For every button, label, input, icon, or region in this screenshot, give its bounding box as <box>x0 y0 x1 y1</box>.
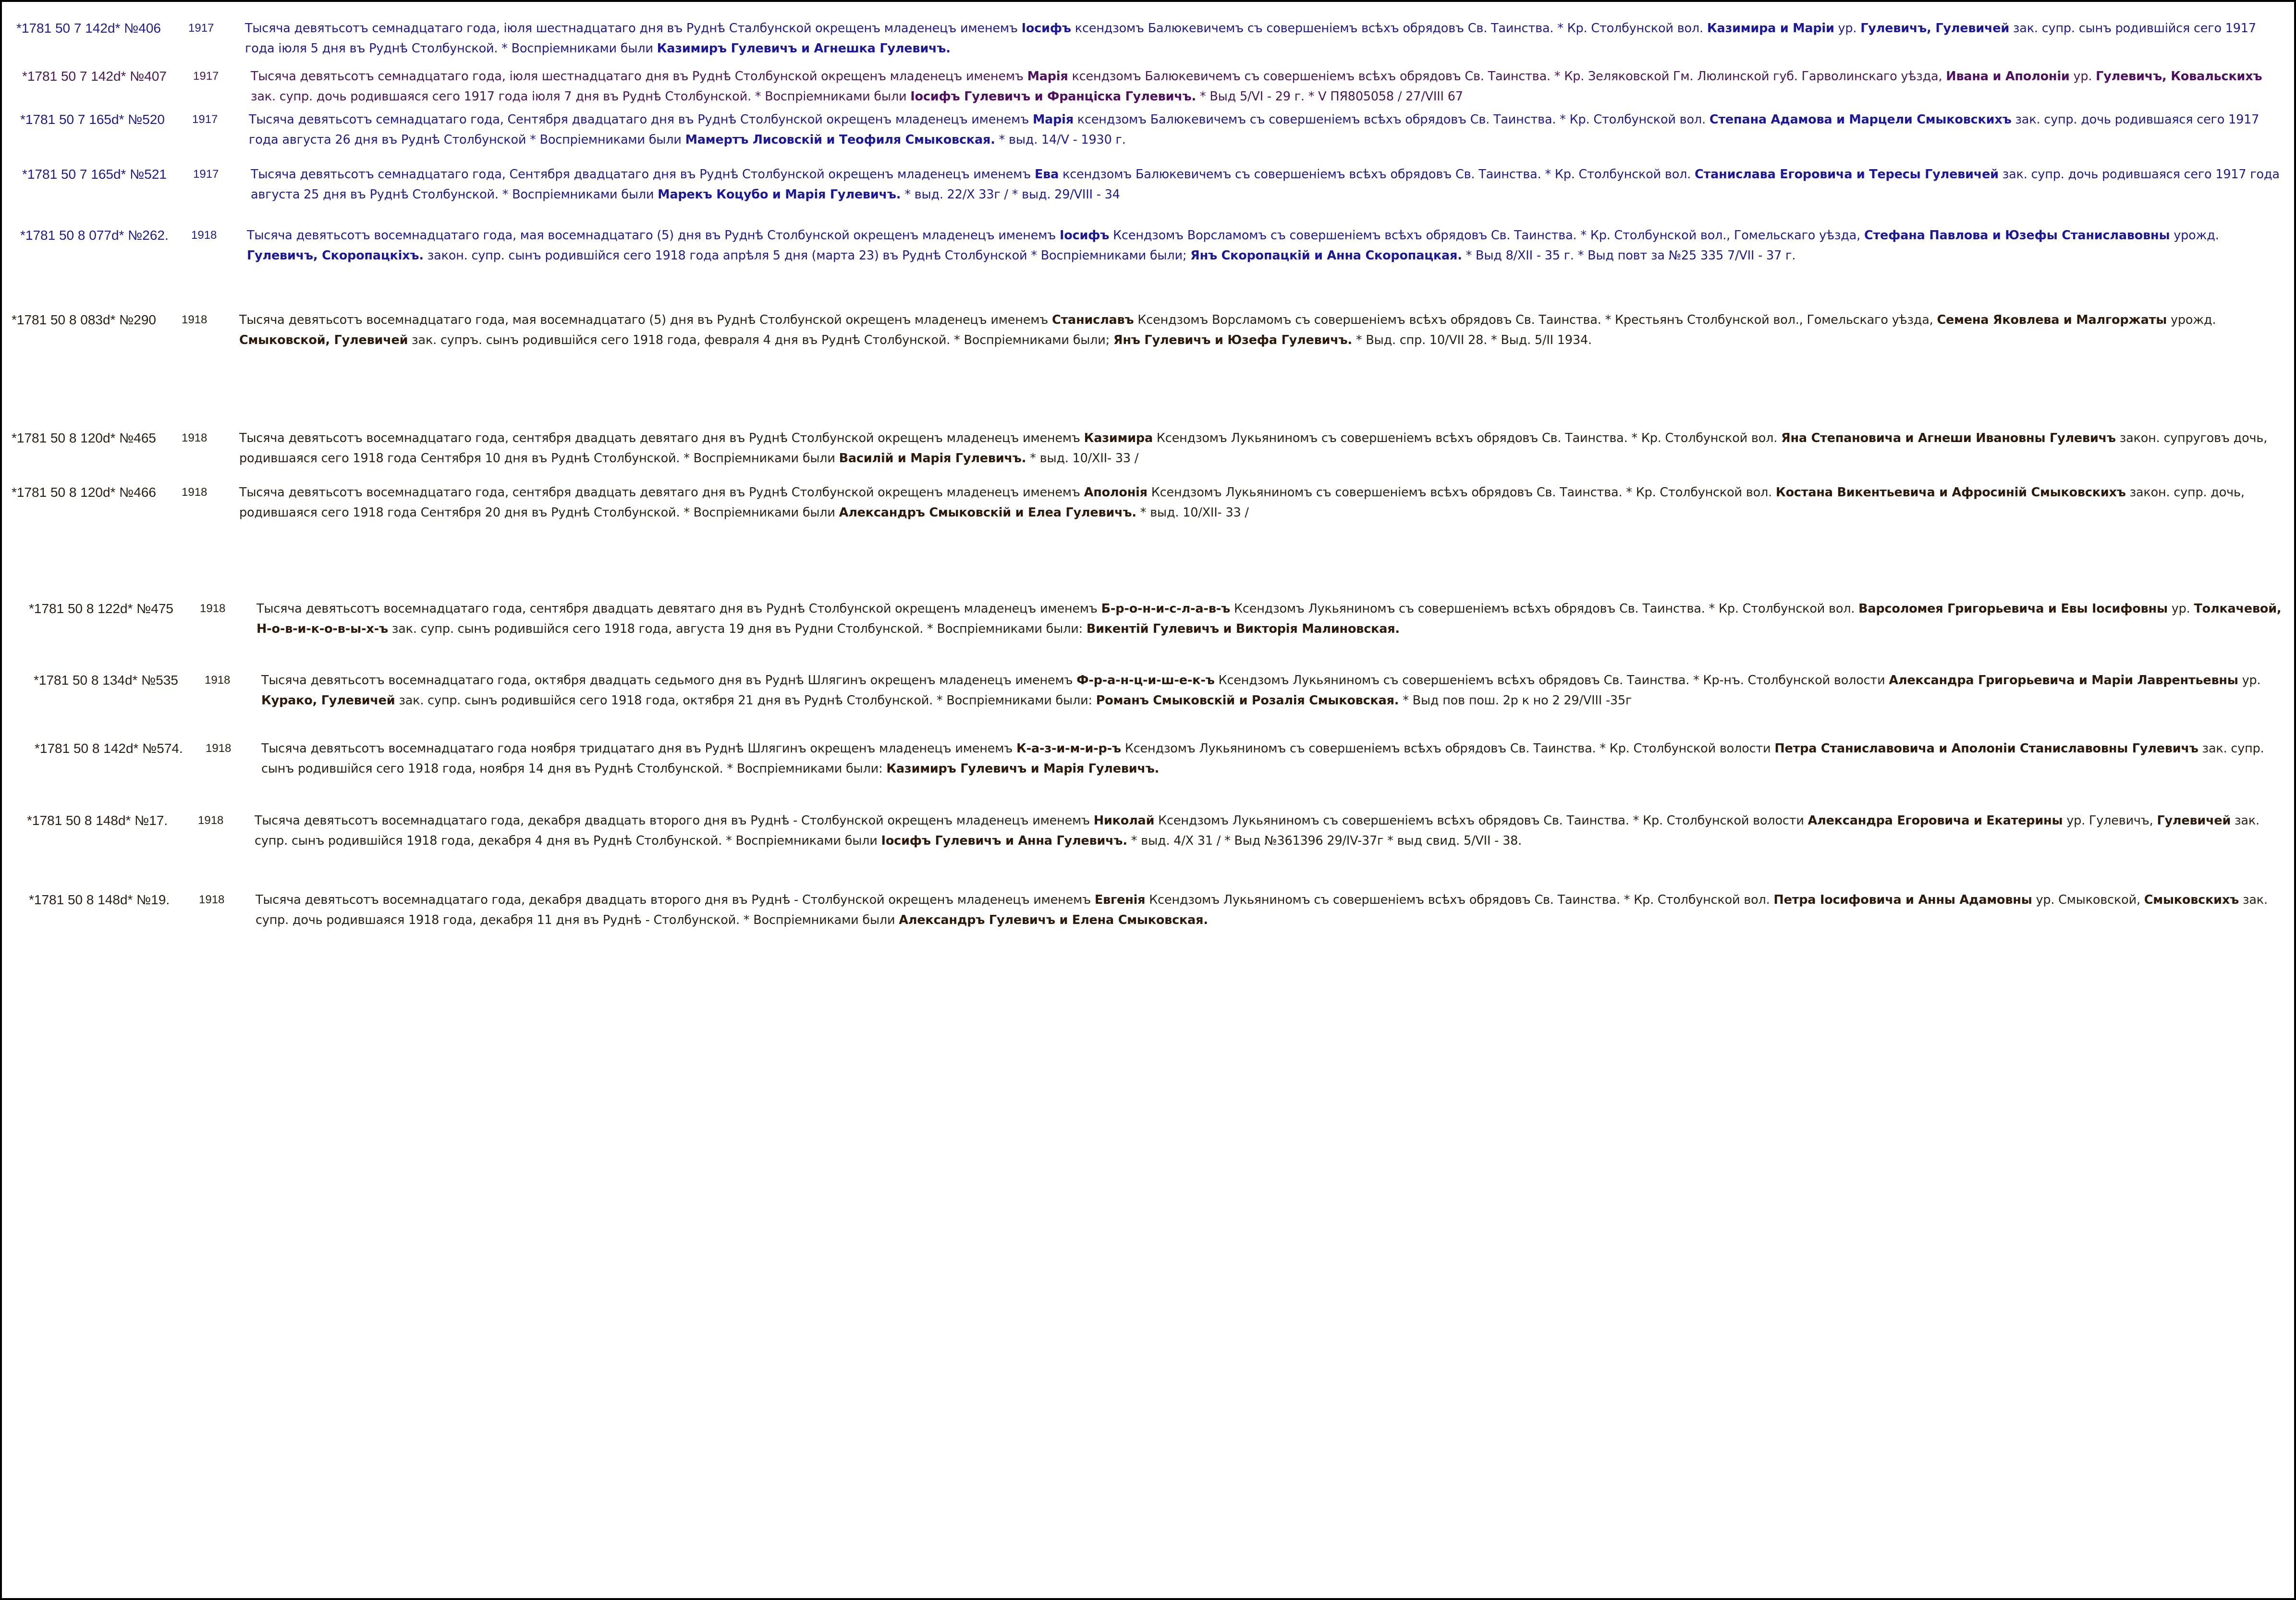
record-name-bold: Викентій Гулевичъ и Викторія Малиновская. <box>1086 622 1400 636</box>
record-name-bold: Казимиръ Гулевичъ и Агнешка Гулевичъ. <box>657 41 951 56</box>
record-text-segment: ур. <box>2069 69 2096 84</box>
record-text-segment: закон. супр. дочь, родившаяся сего 1918 года Сентября 20 дня въ Руднѣ Столбунской. * Воспріемниками были <box>239 485 2245 520</box>
record-text-segment: Тысяча девятьсотъ семнадцатаго года, іюля шестнадцатаго дня въ Руднѣ Сталбунской окрещенъ младенецъ именемъ <box>245 21 1022 36</box>
record-text-segment: Ксендзомъ Лукьяниномъ съ совершеніемъ всѣхъ обрядовъ Св. Таинства. * Кр. Столбунской вол. <box>1145 893 1774 907</box>
record-text <box>251 164 2283 205</box>
record-text <box>256 890 2283 930</box>
record-text-segment: * Выд 5/VI - 29 г. * V ПЯ805058 / 27/VIII 67 <box>1196 89 1463 104</box>
record-text-segment: зак. супр. сынъ родившійся сего 1917 года іюля 5 дня въ Руднѣ Столбунской. * Воспріемниками были <box>245 21 2256 56</box>
record-text-segment: зак. супр. сынъ родившійся сего 1918 года, октября 21 дня въ Руднѣ Столбунской. * Воспріемниками были: <box>395 693 1096 708</box>
record-year: 1918 <box>200 602 226 615</box>
record-name-bold: Ева <box>1034 167 1059 182</box>
record-text-segment: Тысяча девятьсотъ семнадцатаго года, Сентября двадцатаго дня въ Руднѣ Столбунской окрещенъ младенецъ именемъ <box>251 167 1035 182</box>
record-id: *1781 50 8 134d* №535 <box>34 673 178 688</box>
record-id: *1781 50 7 142d* №407 <box>22 69 167 84</box>
record-text-segment: * Выд 8/XII - 35 г. * Выд повт за №25 335 7/VII - 37 г. <box>1462 248 1796 263</box>
record-text-segment: ксендзомъ Балюкевичемъ съ совершеніемъ всѣхъ обрядовъ Св. Таинства. * Кр. Столбунской вол. <box>1073 112 1710 127</box>
record-name-bold: Смыковскихъ <box>2144 893 2239 907</box>
record-name-bold: Александръ Смыковскій и Елеа Гулевичъ. <box>839 505 1136 520</box>
record-text-segment: Тысяча девятьсотъ семнадцатаго года, Сентября двадцатаго дня въ Руднѣ Столбунской окрещенъ младенецъ именемъ <box>249 112 1033 127</box>
record-id: *1781 50 8 120d* №465 <box>12 431 156 445</box>
record-name-bold: К-а-з-и-м-и-р-ъ <box>1016 741 1121 756</box>
record-name-bold: Гулевичъ, Ковальскихъ <box>2096 69 2262 84</box>
record-text-segment: Тысяча девятьсотъ восемнадцатаго года, октября двадцать седьмого дня въ Руднѣ Шлягинъ окрещенъ младенецъ именемъ <box>261 673 1077 688</box>
record-id: *1781 50 7 142d* №406 <box>16 21 161 36</box>
record-text <box>256 599 2283 639</box>
record-name-bold: Гулевичъ, Гулевичей <box>1860 21 2010 36</box>
record-text-segment: ксендзомъ Балюкевичемъ съ совершеніемъ всѣхъ обрядовъ Св. Таинства. * Кр. Столбунской вол. <box>1059 167 1695 182</box>
record-name-bold: Янъ Скоропацкій и Анна Скоропацкая. <box>1190 248 1462 263</box>
record-name-bold: Марія <box>1027 69 1068 84</box>
record-name-bold: Петра Іосифовича и Анны Адамовны <box>1773 893 2032 907</box>
record-text-segment: зак. супр. дочь родившаяся сего 1917 года августа 25 дня въ Руднѣ Столбунской. * Воспріемниками были <box>251 167 2280 202</box>
record-name-bold: Александра Егоровича и Екатерины <box>1807 813 2063 828</box>
record-text <box>245 18 2283 59</box>
record-text-segment: Ксендзомъ Ворсламомъ съ совершеніемъ всѣхъ обрядовъ Св. Таинства. * Кр. Столбунской вол., Гомельскаго уѣзда, <box>1109 228 1864 243</box>
record-text-segment: * выд. 22/X 33г / * выд. 29/VIII - 34 <box>901 187 1120 202</box>
record-text <box>239 428 2283 468</box>
record-text-segment: * выд. 10/XII- 33 / <box>1136 505 1249 520</box>
record-text-segment: Тысяча девятьсотъ восемнадцатаго года, мая восемнадцатаго (5) дня въ Руднѣ Столбунской окрещенъ младенецъ именемъ <box>247 228 1060 243</box>
record-name-bold: Казимира и Маріи <box>1707 21 1834 36</box>
record-name-bold: Ф-р-а-н-ц-и-ш-е-к-ъ <box>1076 673 1215 688</box>
record-text-segment: * Выд пов пош. 2р к но 2 29/VIII -35г <box>1399 693 1632 708</box>
record-id: *1781 50 8 120d* №466 <box>12 485 156 500</box>
record-text-segment: зак. супр. сынъ родившійся сего 1918 года, августа 19 дня въ Рудни Столбунской. * Воспріемниками были: <box>388 622 1087 636</box>
record-text-segment: Ксендзомъ Лукьяниномъ съ совершеніемъ всѣхъ обрядовъ Св. Таинства. * Кр. Столбунской вол. <box>1230 602 1859 616</box>
record-id: *1781 50 8 077d* №262. <box>20 228 169 243</box>
record-name-bold: Аполонія <box>1084 485 1148 500</box>
record-text-segment: ур. <box>1834 21 1861 36</box>
record-name-bold: Петра Станиславовича и Аполоніи Станиславовны Гулевичъ <box>1774 741 2198 756</box>
record-text-segment: урожд. <box>2170 228 2219 243</box>
record-id: *1781 50 7 165d* №521 <box>22 167 167 182</box>
record-text <box>251 66 2283 107</box>
record-year: 1918 <box>182 486 208 499</box>
record-text-segment: закон. супр. сынъ родившійся сего 1918 года апрѣля 5 дня (марта 23) въ Руднѣ Столбунской * Воспріемниками были; <box>423 248 1191 263</box>
record-text-segment: Ксендзомъ Лукьяниномъ съ совершеніемъ всѣхъ обрядовъ Св. Таинства. * Кр. Столбунской вол. <box>1152 431 1782 445</box>
record-text <box>261 738 2283 779</box>
record-text-segment: * Выд. спр. 10/VII 28. * Выд. 5/II 1934. <box>1352 333 1592 347</box>
record-text-segment: зак. супръ. сынъ родившійся сего 1918 года, февраля 4 дня въ Руднѣ Столбунской. * Воспріемниками были; <box>408 333 1113 347</box>
record-name-bold: Ивана и Аполоніи <box>1946 69 2070 84</box>
record-year: 1918 <box>182 313 208 326</box>
record-name-bold: Станислава Егоровича и Тересы Гулевичей <box>1695 167 1999 182</box>
record-name-bold: Казимиръ Гулевичъ и Марія Гулевичъ. <box>886 762 1160 776</box>
record-year: 1918 <box>198 814 224 827</box>
record-id: *1781 50 8 148d* №17. <box>27 813 168 828</box>
record-name-bold: Мамертъ Лисовскій и Теофиля Смыковская. <box>685 133 995 147</box>
record-text-segment: Тысяча девятьсотъ восемнадцатаго года, декабря двадцать второго дня въ Руднѣ - Столбунской окрещенъ младенецъ именемъ <box>255 813 1094 828</box>
record-id: *1781 50 8 148d* №19. <box>29 892 170 907</box>
record-name-bold: Смыковской, Гулевичей <box>239 333 408 347</box>
record-text-segment: ур. <box>2167 602 2194 616</box>
record-text-segment: ур. Смыковской, <box>2032 893 2144 907</box>
record-name-bold: Марекъ Коцубо и Марія Гулевичъ. <box>658 187 901 202</box>
record-year: 1918 <box>199 893 225 906</box>
record-id: *1781 50 7 165d* №520 <box>20 112 165 127</box>
record-text-segment: ксендзомъ Балюкевичемъ съ совершеніемъ всѣхъ обрядовъ Св. Таинства. * Кр. Столбунской вол. <box>1071 21 1707 36</box>
record-text-segment: Тысяча девятьсотъ восемнадцатаго года, декабря двадцать второго дня въ Руднѣ - Столбунской окрещенъ младенецъ именемъ <box>256 893 1095 907</box>
record-text-segment: Тысяча девятьсотъ восемнадцатаго года ноября тридцатаго дня въ Руднѣ Шлягинъ окрещенъ младенецъ именемъ <box>261 741 1016 756</box>
record-name-bold: Іосифъ <box>1021 21 1071 36</box>
record-text-segment: урожд. <box>2167 313 2216 327</box>
record-text-segment: ксендзомъ Балюкевичемъ съ совершеніемъ всѣхъ обрядовъ Св. Таинства. * Кр. Зеляковской Гм. Люлинской губ. Гарволинскаго уѣзда, <box>1068 69 1946 84</box>
record-text-segment: ур. Гулевичъ, <box>2063 813 2157 828</box>
record-text-segment: закон. супруговъ дочь, родившаяся сего 1918 года Сентября 10 дня въ Руднѣ Столбунской. * Воспріемниками были <box>239 431 2268 466</box>
record-name-bold: Гулевичъ, Скоропацкіхъ. <box>247 248 424 263</box>
record-year: 1917 <box>188 22 214 35</box>
record-text-segment: * выд. 4/X 31 / * Выд №361396 29/IV-37г * выд свид. 5/VII - 38. <box>1127 834 1522 848</box>
record-name-bold: Іосифъ Гулевичъ и Анна Гулевичъ. <box>881 834 1127 848</box>
record-text-segment: зак. супр. сынъ родившійся сего 1918 года, ноября 14 дня въ Руднѣ Столбунской. * Воспріемниками были: <box>261 741 2264 776</box>
record-text-segment: зак. супр. дочь родившаяся сего 1917 года іюля 7 дня въ Руднѣ Столбунской. * Воспріемниками были <box>251 89 911 104</box>
record-text-segment: Тысяча девятьсотъ восемнадцатаго года, сентября двадцать девятаго дня въ Руднѣ Столбунской окрещенъ младенецъ именемъ <box>256 602 1101 616</box>
record-year: 1918 <box>191 229 217 242</box>
record-name-bold: Романъ Смыковскій и Розалія Смыковская. <box>1096 693 1399 708</box>
record-name-bold: Курако, Гулевичей <box>261 693 395 708</box>
record-name-bold: Александра Григорьевича и Маріи Лаврентьевны <box>1889 673 2238 688</box>
record-id: *1781 50 8 142d* №574. <box>35 741 183 756</box>
record-text <box>255 811 2283 851</box>
record-year: 1917 <box>192 113 218 126</box>
record-name-bold: Стефана Павлова и Юзефы Станиславовны <box>1864 228 2170 243</box>
record-text-segment: Ксендзомъ Ворсламомъ съ совершеніемъ всѣхъ обрядовъ Св. Таинства. * Крестьянъ Столбунской вол., Гомельскаго уѣзда, <box>1134 313 1937 327</box>
record-name-bold: Степана Адамова и Марцели Смыковскихъ <box>1709 112 2012 127</box>
record-text-segment: зак. супр. дочь родившаяся сего 1917 года августа 26 дня въ Руднѣ Столбунской * Воспріемниками были <box>249 112 2259 147</box>
record-text <box>239 310 2283 350</box>
record-text-segment: Ксендзомъ Лукьяниномъ съ совершеніемъ всѣхъ обрядовъ Св. Таинства. * Кр. Столбунской вол. <box>1147 485 1776 500</box>
record-name-bold: Казимира <box>1084 431 1153 445</box>
record-year: 1918 <box>206 742 232 755</box>
record-name-bold: Варсоломея Григорьевича и Евы Іосифовны <box>1858 602 2168 616</box>
record-text <box>249 110 2283 150</box>
record-text-segment: зак. супр. дочь родившаяся 1918 года, декабря 11 дня въ Руднѣ - Столбунской. * Воспріемниками были <box>256 893 2268 927</box>
record-text-segment: * выд. 10/XII- 33 / <box>1026 451 1139 466</box>
record-text-segment: Тысяча девятьсотъ семнадцатаго года, іюля шестнадцатаго дня въ Руднѣ Столбунской окрещенъ младенецъ именемъ <box>251 69 1027 84</box>
record-name-bold: Евгенія <box>1094 893 1146 907</box>
record-text-segment: Тысяча девятьсотъ восемнадцатаго года, сентября двадцать девятаго дня въ Руднѣ Столбунской окрещенъ младенецъ именемъ <box>239 431 1084 445</box>
record-name-bold: Семена Яковлева и Малгоржаты <box>1937 313 2167 327</box>
record-text-segment: Ксендзомъ Лукьяниномъ съ совершеніемъ всѣхъ обрядовъ Св. Таинства. * Кр. Столбунской волости <box>1154 813 1808 828</box>
record-text <box>247 225 2283 266</box>
record-name-bold: Костана Викентьевича и Афросиній Смыковскихъ <box>1775 485 2126 500</box>
record-text-segment: зак. супр. сынъ родившійся 1918 года, декабря 4 дня въ Руднѣ Столбунской. * Воспріемниками были <box>255 813 2259 848</box>
record-id: *1781 50 8 122d* №475 <box>29 601 173 616</box>
record-name-bold: Марія <box>1032 112 1074 127</box>
record-year: 1918 <box>205 674 231 687</box>
record-name-bold: Василій и Марія Гулевичъ. <box>839 451 1026 466</box>
record-name-bold: Николай <box>1093 813 1155 828</box>
record-name-bold: Станиславъ <box>1051 313 1134 327</box>
record-text <box>239 482 2283 523</box>
record-text-segment: ур. <box>2238 673 2261 688</box>
record-name-bold: Толкачевой, Н-о-в-и-к-о-в-ы-х-ъ <box>256 602 2282 636</box>
record-name-bold: Яна Степановича и Агнеши Ивановны Гулевичъ <box>1781 431 2116 445</box>
record-year: 1917 <box>193 70 219 83</box>
record-text <box>261 670 2283 711</box>
record-name-bold: Іосифъ <box>1059 228 1110 243</box>
record-text-segment: Ксендзомъ Лукьяниномъ съ совершеніемъ всѣхъ обрядовъ Св. Таинства. * Кр. Столбунской волости <box>1121 741 1775 756</box>
record-name-bold: Б-р-о-н-и-с-л-а-в-ъ <box>1101 602 1231 616</box>
record-id: *1781 50 8 083d* №290 <box>12 312 156 327</box>
record-year: 1918 <box>182 431 208 444</box>
record-text-segment: Тысяча девятьсотъ восемнадцатаго года, сентября двадцать девятаго дня въ Руднѣ Столбунской окрещенъ младенецъ именемъ <box>239 485 1084 500</box>
record-name-bold: Александръ Гулевичъ и Елена Смыковская. <box>899 913 1208 927</box>
record-text-segment: * выд. 14/V - 1930 г. <box>995 133 1126 147</box>
record-text-segment: Тысяча девятьсотъ восемнадцатаго года, мая восемнадцатаго (5) дня въ Руднѣ Столбунской окрещенъ младенецъ именемъ <box>239 313 1052 327</box>
record-name-bold: Гулевичей <box>2157 813 2231 828</box>
record-text-segment: Ксендзомъ Лукьяниномъ съ совершеніемъ всѣхъ обрядовъ Св. Таинства. * Кр-нъ. Столбунской волости <box>1214 673 1889 688</box>
record-year: 1917 <box>193 168 219 181</box>
record-name-bold: Янъ Гулевичъ и Юзефа Гулевичъ. <box>1113 333 1352 347</box>
record-name-bold: Іосифъ Гулевичъ и Францiска Гулевичъ. <box>910 89 1197 104</box>
